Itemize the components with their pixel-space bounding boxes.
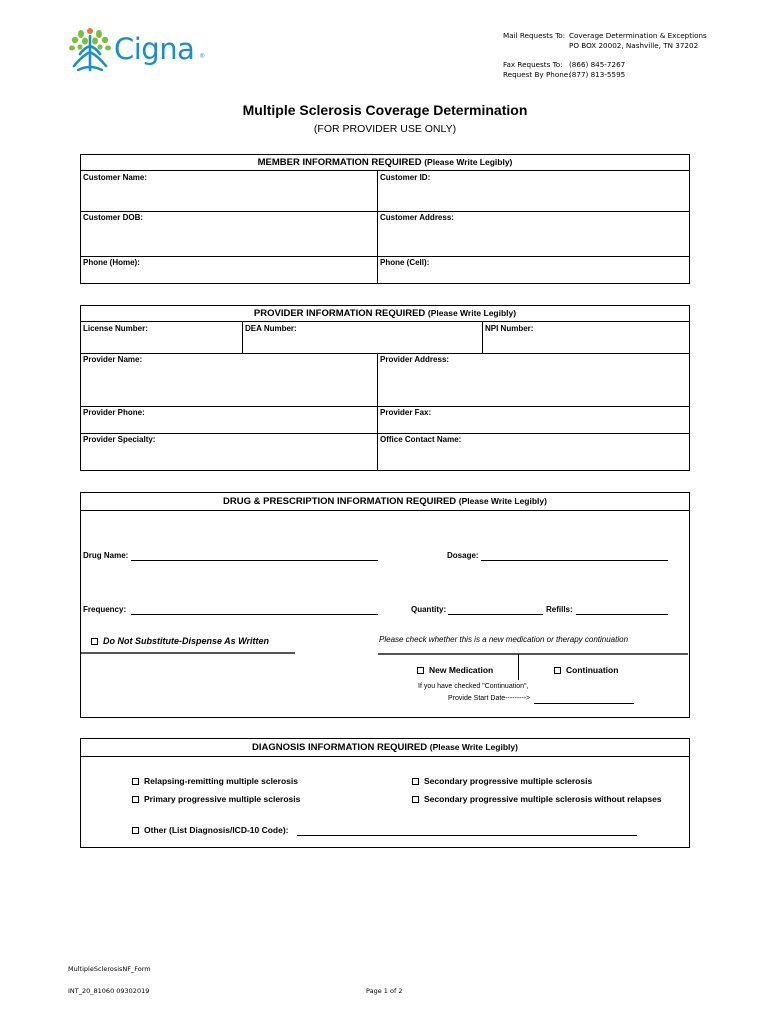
mail-address-line2: PO BOX 20002, Nashville, TN 37202 [569, 41, 699, 50]
customer-dob-field[interactable]: Customer DOB: [83, 213, 144, 222]
divider [81, 652, 295, 654]
office-contact-field[interactable]: Office Contact Name: [380, 435, 462, 444]
dnsdaw-checkbox[interactable] [91, 636, 269, 646]
provider-header-note: (Please Write Legibly) [427, 308, 517, 318]
provider-header-title: PROVIDER INFORMATION REQUIRED [253, 308, 426, 319]
other-diagnosis-input[interactable] [297, 835, 637, 836]
dosage-label: Dosage: [447, 551, 479, 560]
new-medication-label: New Medication [429, 665, 494, 675]
frequency-label: Frequency: [83, 605, 127, 614]
cigna-logo [68, 26, 218, 74]
divider [518, 654, 519, 680]
provider-section [80, 305, 690, 471]
mail-label: Mail Requests To: [503, 31, 566, 40]
primary-progressive-label: Primary progressive multiple sclerosis [144, 794, 301, 804]
checkbox-icon [132, 778, 139, 785]
member-header-title: MEMBER INFORMATION REQUIRED [257, 157, 422, 168]
checkbox-icon [417, 667, 424, 674]
medication-check-note: Please check whether this is a new medication or therapy continuation [379, 635, 629, 644]
customer-id-field[interactable]: Customer ID: [380, 173, 431, 182]
registered-mark: ® [200, 54, 205, 60]
drug-section-header [81, 493, 689, 511]
drug-name-label: Drug Name: [83, 551, 129, 560]
secondary-progressive-label: Secondary progressive multiple sclerosis [424, 776, 593, 786]
checkbox-icon [412, 778, 419, 785]
diagnosis-section-header [81, 739, 689, 757]
member-section-header [81, 155, 689, 171]
provider-specialty-field[interactable]: Provider Specialty: [83, 435, 156, 444]
primary-progressive-checkbox[interactable] [132, 794, 300, 804]
new-medication-checkbox[interactable] [417, 665, 493, 675]
form-code: INT_20_81060 09302019 [68, 987, 150, 995]
logo-wordmark: Cigna [114, 32, 195, 66]
checkbox-icon [132, 827, 139, 834]
start-date-input[interactable] [534, 703, 634, 704]
license-number-field[interactable]: License Number: [83, 324, 148, 333]
start-date-label: Provide Start Date---------> [448, 695, 531, 702]
continuation-checkbox[interactable] [554, 665, 618, 675]
phone-label: Request By Phone: [503, 70, 571, 79]
diagnosis-header-title: DIAGNOSIS INFORMATION REQUIRED [252, 742, 428, 753]
divider [377, 171, 378, 284]
customer-address-field[interactable]: Customer Address: [380, 213, 454, 222]
checkbox-icon [412, 796, 419, 803]
npi-number-field[interactable]: NPI Number: [485, 324, 534, 333]
phone-cell-field[interactable]: Phone (Cell): [380, 258, 430, 267]
diagnosis-header-note: (Please Write Legibly) [429, 742, 518, 752]
customer-name-field[interactable]: Customer Name: [83, 173, 148, 182]
relapsing-remitting-checkbox[interactable] [132, 776, 298, 786]
provider-address-field[interactable]: Provider Address: [380, 355, 450, 364]
page-title: Multiple Sclerosis Coverage Determination [242, 102, 528, 118]
continuation-label: Continuation [566, 665, 619, 675]
provider-fax-field[interactable]: Provider Fax: [380, 408, 432, 417]
secondary-progressive-checkbox[interactable] [412, 776, 592, 786]
quantity-label: Quantity: [411, 605, 447, 614]
drug-header-title: DRUG & PRESCRIPTION INFORMATION REQUIRED [223, 496, 457, 507]
provider-section-header [81, 306, 689, 322]
page-subtitle: (FOR PROVIDER USE ONLY) [313, 123, 457, 135]
continuation-note: If you have checked "Continuation", [418, 683, 529, 690]
provider-name-field[interactable]: Provider Name: [83, 355, 143, 364]
form-name: MultipleSclerosisNF_Form [68, 965, 151, 973]
relapsing-remitting-label: Relapsing-remitting multiple sclerosis [144, 776, 298, 786]
member-section [80, 154, 690, 284]
diagnosis-section [80, 738, 690, 848]
provider-phone-field[interactable]: Provider Phone: [83, 408, 145, 417]
phone-number: (877) 813-5595 [569, 70, 626, 79]
divider [378, 653, 688, 655]
drug-name-input[interactable] [131, 560, 378, 561]
mail-address-line1: Coverage Determination & Exceptions [569, 31, 707, 40]
checkbox-icon [554, 667, 561, 674]
dea-number-field[interactable]: DEA Number: [245, 324, 297, 333]
checkbox-icon [132, 796, 139, 803]
fax-number: (866) 845-7267 [569, 60, 626, 69]
tree-of-life-icon [68, 26, 112, 72]
secondary-progressive-no-relapse-checkbox[interactable] [412, 794, 662, 804]
phone-home-field[interactable]: Phone (Home): [83, 258, 140, 267]
page-number: Page 1 of 2 [366, 987, 403, 995]
refills-input[interactable] [576, 614, 668, 615]
dnsdaw-label: Do Not Substitute-Dispense As Written [103, 636, 270, 646]
secondary-progressive-no-relapse-label: Secondary progressive multiple sclerosis without relapses [424, 794, 662, 804]
quantity-input[interactable] [448, 614, 543, 615]
dosage-input[interactable] [481, 560, 668, 561]
refills-label: Refills: [546, 605, 573, 614]
drug-header-note: (Please Write Legibly) [458, 496, 547, 506]
fax-label: Fax Requests To: [503, 60, 563, 69]
frequency-input[interactable] [131, 614, 378, 615]
member-header-note: (Please Write Legibly) [424, 157, 513, 167]
drug-section [80, 492, 690, 718]
other-diagnosis-label: Other (List Diagnosis/ICD-10 Code): [144, 825, 289, 835]
other-diagnosis-checkbox[interactable] [132, 825, 289, 835]
checkbox-icon [91, 638, 98, 645]
